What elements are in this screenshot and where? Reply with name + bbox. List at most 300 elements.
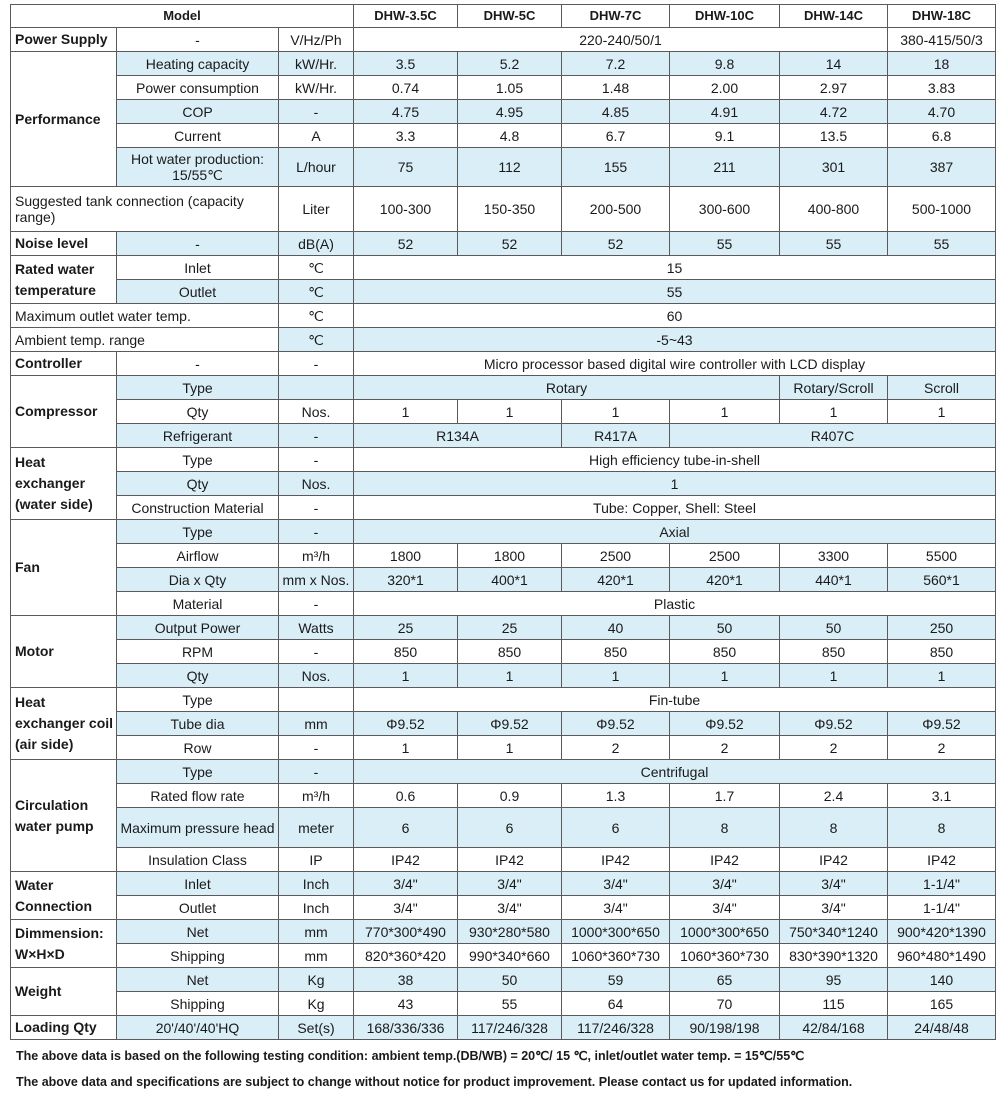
- table-cell: 1.05: [458, 76, 562, 100]
- table-cell: Power consumption: [117, 76, 279, 100]
- table-cell: 59: [562, 968, 670, 992]
- table-cell: Outlet: [117, 280, 279, 304]
- model-column-header: DHW-7C: [562, 5, 670, 28]
- group-label-cell: Power Supply: [11, 28, 117, 52]
- table-cell: 2: [670, 736, 780, 760]
- table-cell: RPM: [117, 640, 279, 664]
- table-cell: Maximum pressure head: [117, 808, 279, 848]
- table-cell: Qty: [117, 664, 279, 688]
- table-cell: 55: [354, 280, 996, 304]
- table-cell: 150-350: [458, 187, 562, 232]
- group-label-cell: Dimmension: W×H×D: [11, 920, 117, 968]
- table-cell: Kg: [279, 968, 354, 992]
- table-cell: A: [279, 124, 354, 148]
- table-cell: 0.6: [354, 784, 458, 808]
- table-cell: 5500: [888, 544, 996, 568]
- table-cell: 52: [458, 232, 562, 256]
- group-label-cell: Noise level: [11, 232, 117, 256]
- table-row: [11, 376, 996, 400]
- test-condition-note: The above data is based on the following testing condition: ambient temp.(DB/WB) = 20℃/ 15 ℃, inlet/outlet water temp. = 15℃/55℃: [16, 1049, 805, 1063]
- table-cell: 50: [780, 616, 888, 640]
- table-cell: 1: [354, 664, 458, 688]
- table-cell: 117/246/328: [458, 1016, 562, 1040]
- group-label-cell: Heat exchanger coil (air side): [11, 688, 117, 760]
- table-cell: 6.7: [562, 124, 670, 148]
- spec-sheet: [10, 4, 996, 1040]
- table-cell: 15: [354, 256, 996, 280]
- table-row: [11, 784, 996, 808]
- table-cell: 211: [670, 148, 780, 187]
- table-cell: 850: [458, 640, 562, 664]
- table-row: [11, 640, 996, 664]
- table-cell: 95: [780, 968, 888, 992]
- table-cell: 300-600: [670, 187, 780, 232]
- table-cell: 250: [888, 616, 996, 640]
- table-cell: 52: [562, 232, 670, 256]
- table-cell: V/Hz/Ph: [279, 28, 354, 52]
- table-row: [11, 712, 996, 736]
- table-cell: IP42: [888, 848, 996, 872]
- table-row: [11, 52, 996, 76]
- table-cell: Type: [117, 448, 279, 472]
- table-cell: 1: [354, 472, 996, 496]
- table-cell: ℃: [279, 280, 354, 304]
- table-cell: Nos.: [279, 664, 354, 688]
- group-label-cell: Loading Qty: [11, 1016, 117, 1040]
- table-cell: -: [279, 100, 354, 124]
- table-cell: 42/84/168: [780, 1016, 888, 1040]
- table-cell: -: [279, 760, 354, 784]
- table-row: [11, 760, 996, 784]
- table-cell: 400*1: [458, 568, 562, 592]
- table-cell: Set(s): [279, 1016, 354, 1040]
- table-cell: 8: [670, 808, 780, 848]
- table-cell: 4.8: [458, 124, 562, 148]
- table-cell: High efficiency tube-in-shell: [354, 448, 996, 472]
- table-cell: Ambient temp. range: [11, 328, 279, 352]
- table-cell: IP42: [562, 848, 670, 872]
- table-cell: Output Power: [117, 616, 279, 640]
- table-row: [11, 304, 996, 328]
- table-cell: Refrigerant: [117, 424, 279, 448]
- table-cell: COP: [117, 100, 279, 124]
- table-cell: 850: [354, 640, 458, 664]
- table-cell: 1-1/4": [888, 872, 996, 896]
- table-cell: 55: [670, 232, 780, 256]
- table-cell: Net: [117, 968, 279, 992]
- table-row: [11, 520, 996, 544]
- table-cell: IP42: [670, 848, 780, 872]
- table-cell: 1: [458, 736, 562, 760]
- table-cell: 6: [458, 808, 562, 848]
- disclaimer-note: The above data and specifications are subject to change without notice for product improvement. Please contact us for updated information.: [16, 1075, 853, 1089]
- table-cell: 25: [458, 616, 562, 640]
- table-cell: 500-1000: [888, 187, 996, 232]
- table-cell: 1-1/4": [888, 896, 996, 920]
- table-row: [11, 920, 996, 944]
- table-cell: Plastic: [354, 592, 996, 616]
- table-cell: 3/4": [562, 896, 670, 920]
- group-label-cell: Circulation water pump: [11, 760, 117, 872]
- table-row: [11, 76, 996, 100]
- table-cell: Liter: [279, 187, 354, 232]
- table-cell: 3.3: [354, 124, 458, 148]
- group-label-cell: Rated water temperature: [11, 256, 117, 304]
- table-cell: 440*1: [780, 568, 888, 592]
- table-cell: 9.8: [670, 52, 780, 76]
- table-cell: IP42: [780, 848, 888, 872]
- group-label-cell: Water Connection: [11, 872, 117, 920]
- group-label-cell: Heat exchanger (water side): [11, 448, 117, 520]
- table-row: [11, 808, 996, 848]
- table-cell: Suggested tank connection (capacity range): [11, 187, 279, 232]
- table-cell: mm x Nos.: [279, 568, 354, 592]
- table-cell: 3/4": [780, 872, 888, 896]
- table-cell: 1.3: [562, 784, 670, 808]
- table-cell: mm: [279, 920, 354, 944]
- table-cell: 1: [458, 664, 562, 688]
- group-label-cell: Fan: [11, 520, 117, 616]
- table-cell: 3.83: [888, 76, 996, 100]
- table-row: [11, 424, 996, 448]
- table-cell: ℃: [279, 328, 354, 352]
- table-cell: mm: [279, 944, 354, 968]
- table-row: [11, 400, 996, 424]
- model-header: Model: [11, 5, 354, 28]
- table-cell: 3/4": [458, 872, 562, 896]
- table-cell: R134A: [354, 424, 562, 448]
- table-cell: [279, 376, 354, 400]
- table-cell: 115: [780, 992, 888, 1016]
- table-cell: 4.85: [562, 100, 670, 124]
- table-cell: 3.5: [354, 52, 458, 76]
- table-cell: mm: [279, 712, 354, 736]
- table-cell: 14: [780, 52, 888, 76]
- table-cell: Inlet: [117, 256, 279, 280]
- table-cell: 930*280*580: [458, 920, 562, 944]
- table-cell: 3/4": [354, 896, 458, 920]
- table-cell: 18: [888, 52, 996, 76]
- table-row: [11, 736, 996, 760]
- table-cell: 1: [354, 400, 458, 424]
- table-row: [11, 472, 996, 496]
- table-row: [11, 187, 996, 232]
- table-cell: 387: [888, 148, 996, 187]
- table-cell: 1060*360*730: [562, 944, 670, 968]
- table-cell: Φ9.52: [780, 712, 888, 736]
- table-cell: 990*340*660: [458, 944, 562, 968]
- table-cell: Inch: [279, 896, 354, 920]
- table-cell: 850: [888, 640, 996, 664]
- table-cell: 850: [670, 640, 780, 664]
- table-cell: 6.8: [888, 124, 996, 148]
- table-cell: 420*1: [670, 568, 780, 592]
- table-cell: 200-500: [562, 187, 670, 232]
- table-cell: 1: [888, 664, 996, 688]
- table-cell: 420*1: [562, 568, 670, 592]
- table-cell: 25: [354, 616, 458, 640]
- table-row: [11, 544, 996, 568]
- table-cell: Qty: [117, 472, 279, 496]
- table-cell: R407C: [670, 424, 996, 448]
- table-cell: 70: [670, 992, 780, 1016]
- table-cell: Φ9.52: [354, 712, 458, 736]
- table-cell: 117/246/328: [562, 1016, 670, 1040]
- table-cell: Type: [117, 688, 279, 712]
- table-cell: 1: [562, 400, 670, 424]
- table-cell: L/hour: [279, 148, 354, 187]
- table-row: [11, 968, 996, 992]
- table-cell: meter: [279, 808, 354, 848]
- table-cell: 400-800: [780, 187, 888, 232]
- table-cell: 3300: [780, 544, 888, 568]
- table-row: [11, 664, 996, 688]
- table-cell: Rotary: [354, 376, 780, 400]
- table-cell: 220-240/50/1: [354, 28, 888, 52]
- table-cell: 8: [780, 808, 888, 848]
- table-cell: 560*1: [888, 568, 996, 592]
- table-cell: Nos.: [279, 400, 354, 424]
- table-row: [11, 992, 996, 1016]
- table-cell: 13.5: [780, 124, 888, 148]
- table-cell: 140: [888, 968, 996, 992]
- table-cell: 165: [888, 992, 996, 1016]
- table-cell: 3.1: [888, 784, 996, 808]
- table-cell: 20'/40'/40'HQ: [117, 1016, 279, 1040]
- table-cell: 1000*300*650: [562, 920, 670, 944]
- table-cell: Shipping: [117, 992, 279, 1016]
- table-row: [11, 688, 996, 712]
- table-cell: ℃: [279, 304, 354, 328]
- table-cell: 850: [562, 640, 670, 664]
- table-cell: kW/Hr.: [279, 76, 354, 100]
- table-row: [11, 232, 996, 256]
- table-cell: 52: [354, 232, 458, 256]
- table-cell: -: [117, 28, 279, 52]
- table-row: [11, 28, 996, 52]
- table-row: [11, 256, 996, 280]
- table-cell: Type: [117, 520, 279, 544]
- table-cell: 320*1: [354, 568, 458, 592]
- table-cell: 1.7: [670, 784, 780, 808]
- table-cell: 1000*300*650: [670, 920, 780, 944]
- table-cell: Net: [117, 920, 279, 944]
- table-cell: 960*480*1490: [888, 944, 996, 968]
- table-cell: 60: [354, 304, 996, 328]
- table-cell: Type: [117, 376, 279, 400]
- table-row: [11, 944, 996, 968]
- table-cell: -: [279, 352, 354, 376]
- table-row: [11, 328, 996, 352]
- table-cell: 0.74: [354, 76, 458, 100]
- table-cell: 40: [562, 616, 670, 640]
- table-cell: 1060*360*730: [670, 944, 780, 968]
- table-cell: 7.2: [562, 52, 670, 76]
- group-label-cell: Weight: [11, 968, 117, 1016]
- table-cell: Insulation Class: [117, 848, 279, 872]
- table-cell: 64: [562, 992, 670, 1016]
- table-cell: Hot water production: 15/55℃: [117, 148, 279, 187]
- table-cell: 1: [780, 664, 888, 688]
- table-cell: 55: [780, 232, 888, 256]
- table-cell: -: [117, 352, 279, 376]
- table-cell: R417A: [562, 424, 670, 448]
- table-cell: 3/4": [562, 872, 670, 896]
- table-cell: 3/4": [670, 872, 780, 896]
- table-cell: Rated flow rate: [117, 784, 279, 808]
- model-column-header: DHW-3.5C: [354, 5, 458, 28]
- table-cell: ℃: [279, 256, 354, 280]
- table-cell: Watts: [279, 616, 354, 640]
- table-cell: -: [279, 592, 354, 616]
- table-cell: 75: [354, 148, 458, 187]
- group-label-cell: Performance: [11, 52, 117, 187]
- table-cell: Construction Material: [117, 496, 279, 520]
- table-row: [11, 872, 996, 896]
- table-row: [11, 448, 996, 472]
- table-cell: 4.91: [670, 100, 780, 124]
- table-cell: 380-415/50/3: [888, 28, 996, 52]
- table-cell: 2: [562, 736, 670, 760]
- table-row: [11, 896, 996, 920]
- table-cell: Φ9.52: [562, 712, 670, 736]
- table-cell: 55: [888, 232, 996, 256]
- table-cell: 38: [354, 968, 458, 992]
- table-cell: 2.4: [780, 784, 888, 808]
- table-cell: 1.48: [562, 76, 670, 100]
- table-cell: 9.1: [670, 124, 780, 148]
- table-cell: Kg: [279, 992, 354, 1016]
- table-cell: 112: [458, 148, 562, 187]
- table-cell: Row: [117, 736, 279, 760]
- table-cell: Qty: [117, 400, 279, 424]
- group-label-cell: Compressor: [11, 376, 117, 448]
- table-row: [11, 280, 996, 304]
- table-cell: 1: [562, 664, 670, 688]
- table-cell: 0.9: [458, 784, 562, 808]
- table-cell: 2500: [670, 544, 780, 568]
- table-cell: Φ9.52: [458, 712, 562, 736]
- table-cell: Maximum outlet water temp.: [11, 304, 279, 328]
- table-cell: -: [279, 424, 354, 448]
- table-cell: 1: [780, 400, 888, 424]
- group-label-cell: Motor: [11, 616, 117, 688]
- table-row: [11, 568, 996, 592]
- spec-table-body: [11, 28, 996, 1040]
- table-cell: 6: [562, 808, 670, 848]
- table-cell: m³/h: [279, 784, 354, 808]
- table-cell: Tube: Copper, Shell: Steel: [354, 496, 996, 520]
- table-cell: 900*420*1390: [888, 920, 996, 944]
- table-cell: Micro processor based digital wire controller with LCD display: [354, 352, 996, 376]
- table-cell: Type: [117, 760, 279, 784]
- table-cell: 50: [458, 968, 562, 992]
- table-cell: -: [279, 736, 354, 760]
- table-cell: 2.00: [670, 76, 780, 100]
- table-row: [11, 592, 996, 616]
- table-cell: 1: [458, 400, 562, 424]
- table-cell: Φ9.52: [888, 712, 996, 736]
- table-cell: 55: [458, 992, 562, 1016]
- table-cell: Φ9.52: [670, 712, 780, 736]
- table-cell: Dia x Qty: [117, 568, 279, 592]
- model-column-header: DHW-10C: [670, 5, 780, 28]
- table-cell: Heating capacity: [117, 52, 279, 76]
- table-cell: Centrifugal: [354, 760, 996, 784]
- table-cell: IP42: [354, 848, 458, 872]
- table-cell: 155: [562, 148, 670, 187]
- table-row: [11, 100, 996, 124]
- table-cell: 3/4": [458, 896, 562, 920]
- table-cell: Axial: [354, 520, 996, 544]
- table-cell: 301: [780, 148, 888, 187]
- specification-table: [10, 4, 996, 1040]
- table-cell: 2: [888, 736, 996, 760]
- table-cell: 24/48/48: [888, 1016, 996, 1040]
- table-cell: m³/h: [279, 544, 354, 568]
- table-row: [11, 352, 996, 376]
- table-cell: 8: [888, 808, 996, 848]
- table-cell: 2: [780, 736, 888, 760]
- model-column-header: DHW-5C: [458, 5, 562, 28]
- table-cell: 5.2: [458, 52, 562, 76]
- table-cell: Material: [117, 592, 279, 616]
- table-cell: 4.75: [354, 100, 458, 124]
- table-row: [11, 148, 996, 187]
- table-cell: 1800: [354, 544, 458, 568]
- table-row: [11, 124, 996, 148]
- table-cell: -5~43: [354, 328, 996, 352]
- table-cell: Scroll: [888, 376, 996, 400]
- table-cell: -: [279, 448, 354, 472]
- table-cell: Fin-tube: [354, 688, 996, 712]
- table-cell: Shipping: [117, 944, 279, 968]
- table-row: [11, 616, 996, 640]
- table-cell: 850: [780, 640, 888, 664]
- table-cell: [279, 688, 354, 712]
- table-cell: 6: [354, 808, 458, 848]
- table-cell: 43: [354, 992, 458, 1016]
- model-column-header: DHW-18C: [888, 5, 996, 28]
- table-row: [11, 496, 996, 520]
- table-cell: 770*300*490: [354, 920, 458, 944]
- table-cell: Tube dia: [117, 712, 279, 736]
- table-cell: 50: [670, 616, 780, 640]
- table-cell: IP42: [458, 848, 562, 872]
- table-cell: Rotary/Scroll: [780, 376, 888, 400]
- table-cell: -: [117, 232, 279, 256]
- table-cell: Nos.: [279, 472, 354, 496]
- table-cell: 830*390*1320: [780, 944, 888, 968]
- table-cell: -: [279, 640, 354, 664]
- table-cell: 4.95: [458, 100, 562, 124]
- table-cell: Inlet: [117, 872, 279, 896]
- table-cell: dB(A): [279, 232, 354, 256]
- table-cell: Inch: [279, 872, 354, 896]
- table-cell: 100-300: [354, 187, 458, 232]
- table-cell: Airflow: [117, 544, 279, 568]
- table-cell: 4.70: [888, 100, 996, 124]
- table-cell: -: [279, 496, 354, 520]
- table-cell: kW/Hr.: [279, 52, 354, 76]
- table-cell: 90/198/198: [670, 1016, 780, 1040]
- group-label-cell: Controller: [11, 352, 117, 376]
- table-cell: 65: [670, 968, 780, 992]
- table-cell: 4.72: [780, 100, 888, 124]
- table-cell: 1: [670, 664, 780, 688]
- model-column-header: DHW-14C: [780, 5, 888, 28]
- table-cell: 1: [354, 736, 458, 760]
